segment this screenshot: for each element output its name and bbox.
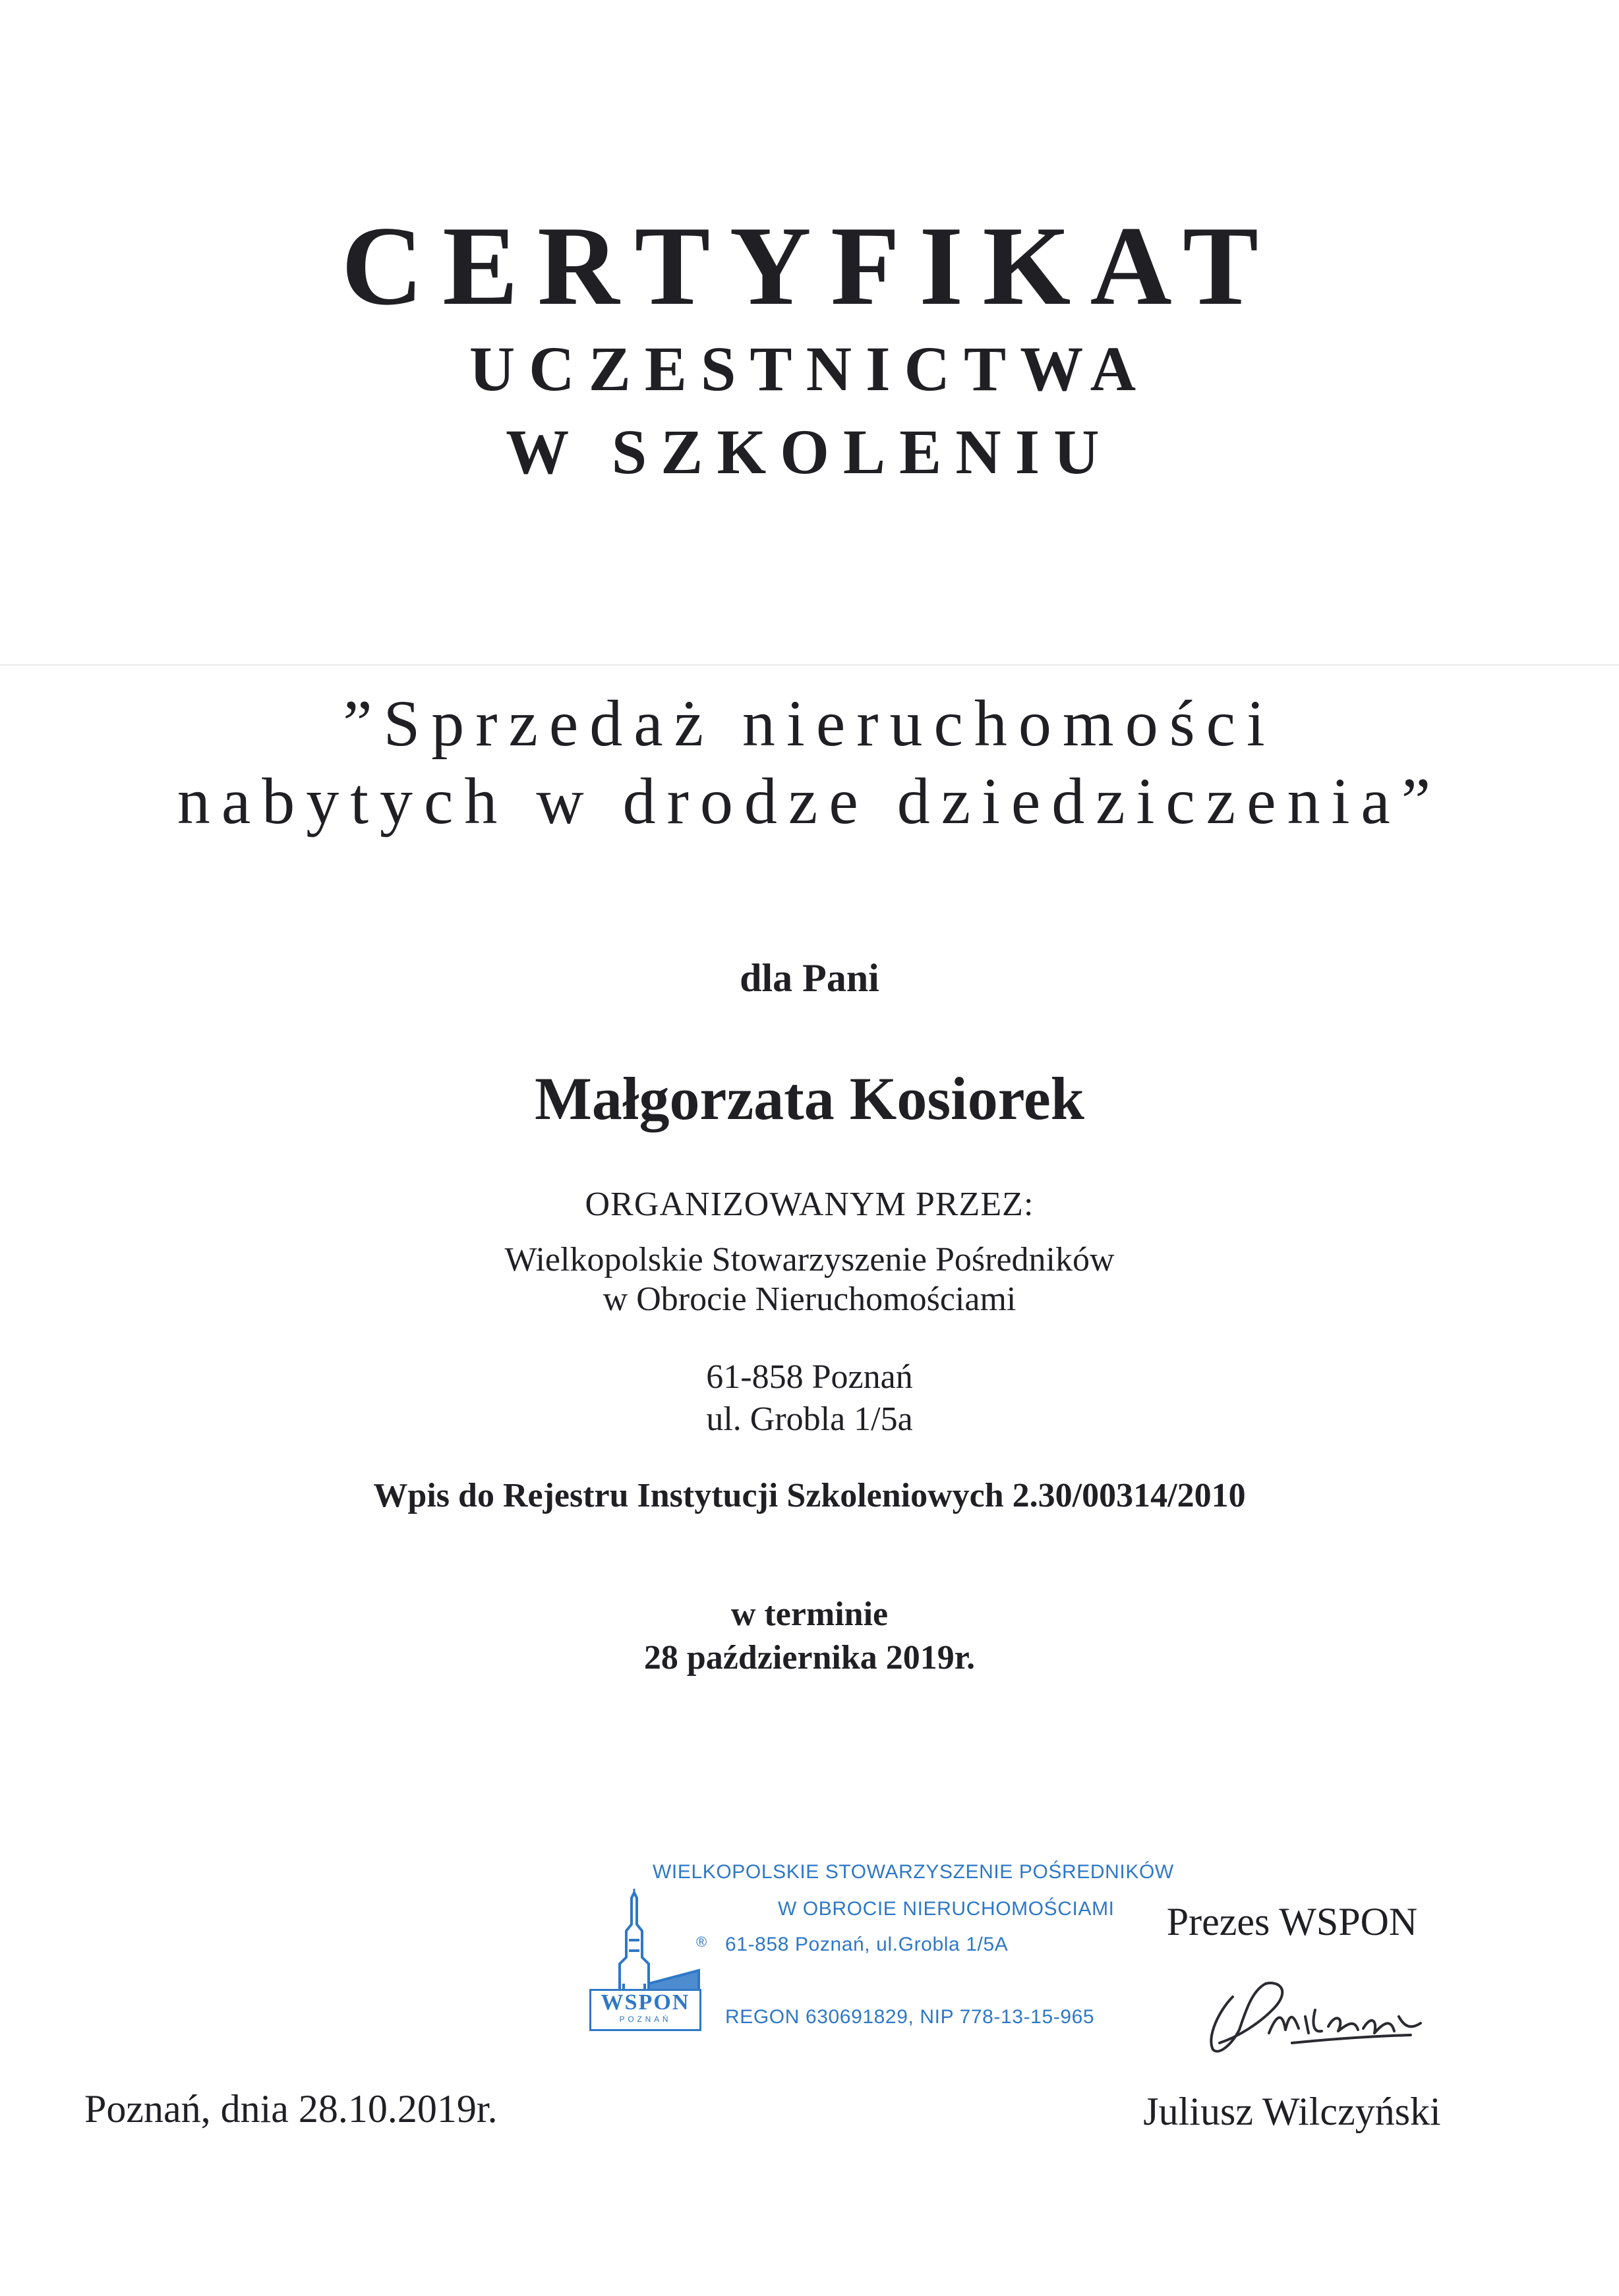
signatory-name: Juliusz Wilczyński bbox=[1143, 2090, 1441, 2133]
certificate-subtitle-line2: W SZKOLENIU bbox=[506, 416, 1113, 487]
organizer-name-line2: w Obrocie Nieruchomościami bbox=[603, 1280, 1016, 1318]
term-label: w terminie bbox=[730, 1595, 889, 1633]
stamp-line4: REGON 630691829, NIP 778-13-15-965 bbox=[725, 2006, 1095, 2028]
organizer-name-line1: Wielkopolskie Stowarzyszenie Pośredników bbox=[504, 1241, 1115, 1278]
term-date: 28 października 2019r. bbox=[643, 1639, 976, 1677]
paper-fold-line bbox=[0, 664, 1619, 666]
registered-mark-icon: ® bbox=[696, 1934, 707, 1950]
handwritten-signature bbox=[1193, 1970, 1444, 2069]
issue-place-date: Poznań, dnia 28.10.2019r. bbox=[84, 2087, 498, 2131]
organizer-address-line2: ul. Grobla 1/5a bbox=[706, 1400, 913, 1438]
certificate-subtitle-line1: UCZESTNICTWA bbox=[469, 333, 1150, 404]
stamp-line2: W OBROCIE NIERUCHOMOŚCIAMI bbox=[778, 1898, 1115, 1920]
certificate-title: CERTYFIKAT bbox=[341, 204, 1278, 329]
organizer-heading: ORGANIZOWANYM PRZEZ: bbox=[585, 1186, 1034, 1223]
stamp-line1: WIELKOPOLSKIE STOWARZYSZENIE POŚREDNIKÓW bbox=[653, 1861, 1174, 1883]
recipient-name: Małgorzata Kosiorek bbox=[535, 1065, 1084, 1132]
signatory-role: Prezes WSPON bbox=[1166, 1900, 1418, 1943]
organizer-address-line1: 61-858 Poznań bbox=[706, 1358, 913, 1396]
course-title-line1: ”Sprzedaż nieruchomości bbox=[343, 687, 1276, 760]
register-entry: Wpis do Rejestru Instytucji Szkoleniowych 2.30/00314/2010 bbox=[373, 1477, 1246, 1514]
stamp-badge-subtext: POZNAŃ bbox=[619, 2015, 672, 2024]
organization-stamp bbox=[580, 1845, 1174, 2056]
recipient-salutation: dla Pani bbox=[740, 956, 879, 1000]
course-title-line2: nabytych w drodze dziedziczenia” bbox=[177, 764, 1442, 838]
stamp-line3: 61-858 Poznań, ul.Grobla 1/5A bbox=[725, 1934, 1009, 1955]
stamp-badge bbox=[589, 1989, 701, 2031]
stamp-badge-text: WSPON bbox=[601, 1990, 690, 2015]
